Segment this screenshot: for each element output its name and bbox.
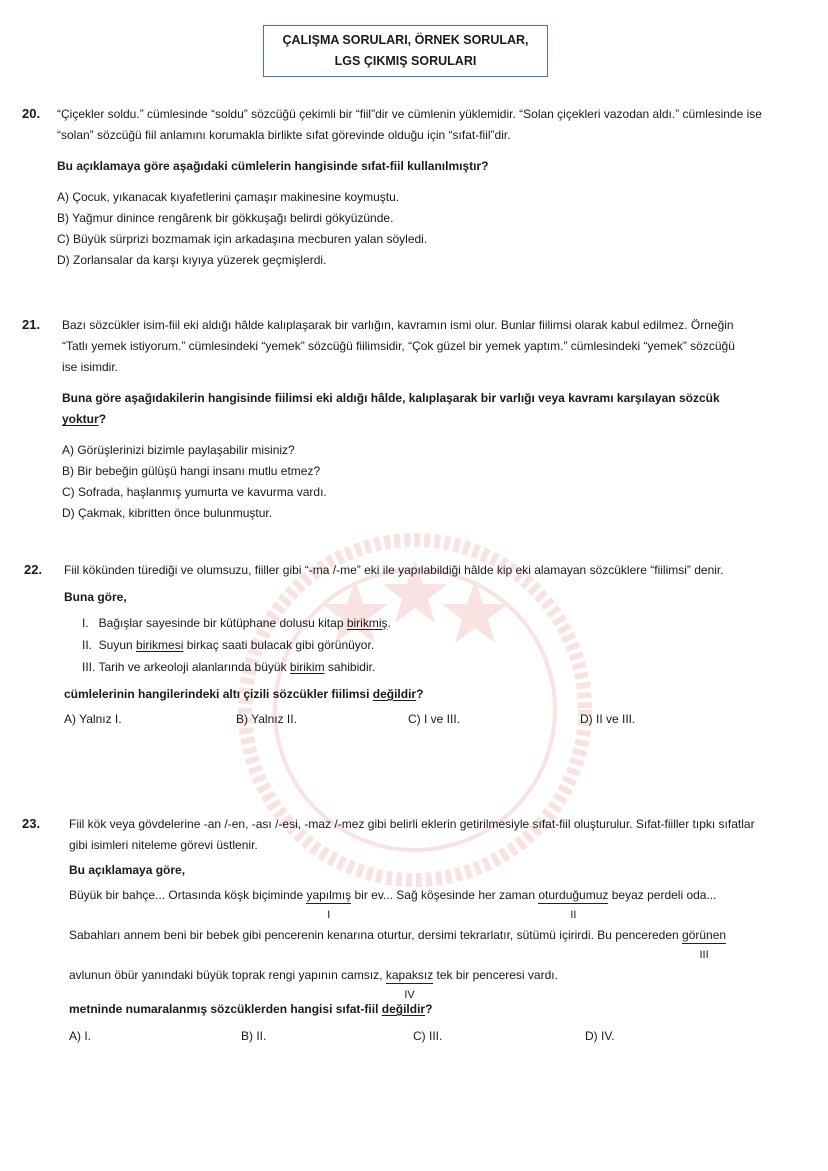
options-row — [69, 1026, 759, 1047]
option-c[interactable]: C) III. — [413, 1029, 443, 1043]
question-lead: Bu açıklamaya göre, — [69, 863, 186, 877]
option-d[interactable]: D) II ve III. — [580, 712, 636, 726]
statement-text: I. Bağışlar sayesinde bir kütüphane dolusu kitap — [82, 616, 347, 630]
option-d[interactable]: D) Çakmak, kibritten önce bulunmuştur. — [62, 506, 273, 520]
question-number: 22. — [24, 562, 43, 577]
option-b[interactable]: B) Bir bebeğin gülüşü hangi insanı mutlu etmez? — [62, 464, 321, 478]
numeral-label: II — [570, 909, 577, 921]
passage — [69, 875, 759, 1001]
option-a[interactable]: A) Görüşlerinizi bizimle paylaşabilir misiniz? — [62, 443, 295, 457]
statement-2 — [82, 634, 764, 656]
numbered-word: oturduğumuz — [538, 888, 609, 902]
prompt-text: metninde numaralanmış sözcüklerden hangisi sıfat-fiil — [69, 1002, 382, 1016]
option-a[interactable]: A) Yalnız I. — [64, 712, 122, 726]
numbered-word: görünen — [682, 928, 727, 942]
prompt-emphasis: değildir — [381, 1002, 426, 1016]
underlined-word: birikim — [289, 660, 325, 674]
options-row — [64, 709, 764, 730]
numbered-word: kapaksız — [385, 968, 434, 982]
option-d[interactable]: D) Zorlansalar da karşı kıyıya yüzerek geçmişlerdi. — [57, 253, 327, 267]
passage-text: avlunun öbür yanındaki büyük toprak rengi yapının camsız, — [69, 968, 386, 982]
question-text: Fiil kök veya gövdelerine -an /-en, -ası /-esi, -maz /-mez gibi belirli eklerin getirilmesiyle sıfat-fiil oluşturulur. Sıfat-fiiller tıpkı sıfatlar gibi isimleri niteleme görevi üstlenir. — [69, 817, 755, 852]
statement-1 — [82, 612, 764, 634]
passage-text: tek bir penceresi vardı. — [433, 968, 558, 982]
question-text: “Çiçekler soldu.” cümlesinde “soldu” sözcüğü çekimli bir “fiil”dir ve cümlenin yüklemidir. “Solan çiçekleri vazodan aldı.” cümlesinde ise “solan” sözcüğü fiil anlamını korumakla birlikte sıfat görevinde olduğu için “sıfat-fiil”dir. — [57, 107, 762, 142]
statement-text: III. Tarih ve arkeoloji alanlarında büyük — [82, 660, 290, 674]
numeral-label: IV — [404, 989, 415, 1001]
underlined-word: birikmiş — [346, 616, 388, 630]
statement-end: sahibidir. — [324, 660, 376, 674]
passage-text: Büyük bir bahçe... Ortasında köşk biçiminde — [69, 888, 307, 902]
statement-end: . — [387, 616, 391, 630]
option-c[interactable]: C) Büyük sürprizi bozmamak için arkadaşına mecburen yalan söyledi. — [57, 232, 428, 246]
numbered-word-1 — [306, 887, 352, 921]
option-b[interactable]: B) Yağmur dinince rengârenk bir gökkuşağı belirdi gökyüzünde. — [57, 211, 394, 225]
statement-end: birkaç saati bulacak gibi görünüyor. — [183, 638, 375, 652]
numeral-label: I — [327, 909, 331, 921]
statement-text: II. Suyun — [82, 638, 137, 652]
numbered-word-4 — [385, 967, 434, 1001]
page-title-line2: LGS ÇIKMIŞ SORULARI — [334, 54, 477, 68]
question-text: Fiil kökünden türediği ve olumsuzu, fiiller gibi “-ma /-me” eki ile yapılabildiği hâlde kip eki alamayan sözcüklere “fiilimsi” denir. — [64, 563, 724, 577]
question-lead: Buna göre, — [64, 590, 127, 604]
prompt-end: ? — [98, 412, 107, 426]
prompt-emphasis: değildir — [372, 687, 417, 701]
question-number: 20. — [22, 106, 41, 121]
underlined-word: birikmesi — [136, 638, 184, 652]
prompt-end: ? — [425, 1002, 433, 1016]
option-b[interactable]: B) Yalnız II. — [236, 712, 297, 726]
page-title-line1: ÇALIŞMA SORULARI, ÖRNEK SORULAR, — [282, 33, 529, 47]
passage-text: beyaz perdeli oda... Sabahları annem beni bir bebek gibi pencerenin kenarına oturtur, dersimi tekrarlatır, sütümü içirirdi. Bu pencereden — [69, 888, 717, 942]
option-a[interactable]: A) Çocuk, yıkanacak kıyafetlerini çamaşır makinesine koymuştu. — [57, 190, 400, 204]
question-number: 21. — [22, 317, 41, 332]
option-c[interactable]: C) I ve III. — [408, 712, 461, 726]
prompt-text: Buna göre aşağıdakilerin hangisinde fiilimsi eki aldığı hâlde, kalıplaşarak bir varlığı veya kavramı karşılayan sözcük — [62, 391, 720, 405]
question-prompt — [64, 684, 764, 705]
numeral-label: III — [699, 949, 709, 961]
question-text: Bazı sözcükler isim-fiil eki aldığı hâlde kalıplaşarak bir varlığın, kavramın ismi olur. Bunlar fiilimsi olarak kabul edilmez. Örneğin “Tatlı yemek istiyorum.” cümlesindeki “yemek” sözcüğü fiilimsidir, “Çok güzel bir yemek yaptım.” cümlesindeki “yemek” sözcüğü ise isimdir. — [62, 318, 735, 374]
statement-3 — [82, 656, 764, 678]
statement-list — [82, 612, 764, 678]
prompt-text: cümlelerinin hangilerindeki altı çizili sözcükler fiilimsi — [64, 687, 373, 701]
numbered-word: yapılmış — [306, 888, 352, 902]
numbered-word-3 — [682, 927, 727, 961]
question-number: 23. — [22, 816, 41, 831]
option-b[interactable]: B) II. — [241, 1029, 267, 1043]
option-c[interactable]: C) Sofrada, haşlanmış yumurta ve kavurma vardı. — [62, 485, 327, 499]
question-prompt — [62, 388, 752, 430]
prompt-emphasis: yoktur — [62, 412, 99, 426]
prompt-end: ? — [416, 687, 424, 701]
option-a[interactable]: A) I. — [69, 1029, 92, 1043]
page-title-box — [263, 25, 548, 77]
numbered-word-2 — [538, 887, 609, 921]
passage-text: bir ev... Sağ köşesinde her zaman — [351, 888, 539, 902]
option-d[interactable]: D) IV. — [585, 1029, 615, 1043]
question-prompt: Bu açıklamaya göre aşağıdaki cümlelerin hangisinde sıfat-fiil kullanılmıştır? — [57, 159, 489, 173]
